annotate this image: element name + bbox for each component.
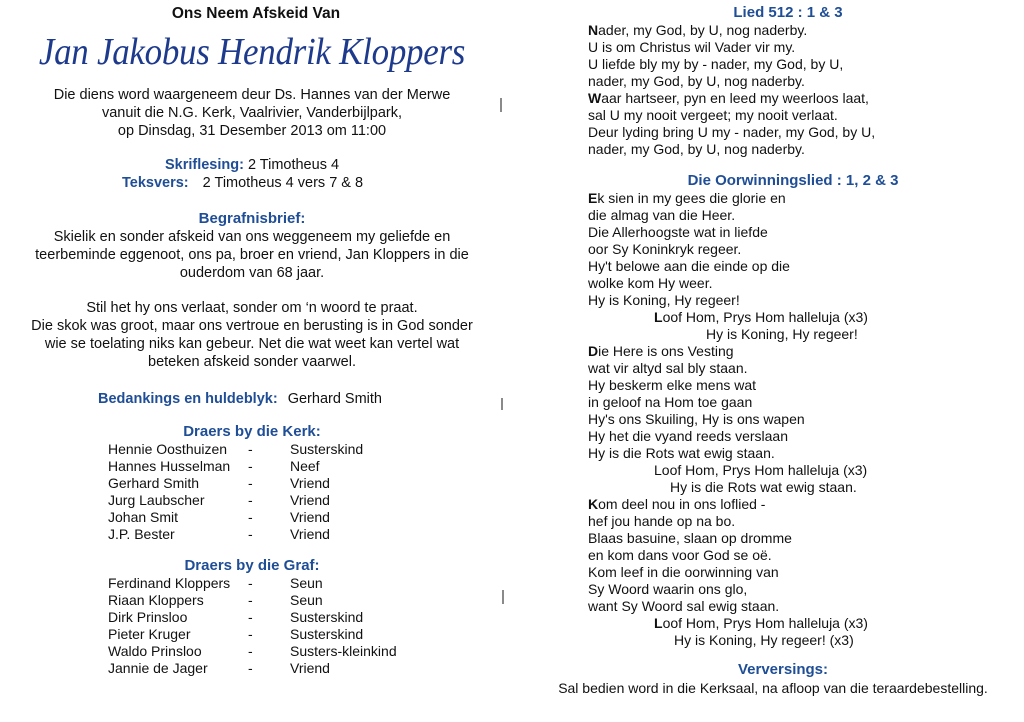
lyric-line [588,445,1018,462]
lyric-text: Kom leef in die oorwinning van [588,564,779,580]
lyric-text: Hy is die Rots wat ewig staan. [588,445,775,461]
bearer-dash: - [248,609,253,625]
bearer-row [108,626,397,643]
bearer-row [108,475,363,492]
bedankings-value: Gerhard Smith [287,391,382,407]
lyric-line [588,241,1018,258]
bearer-dash: - [248,475,253,491]
bearer-relation: Susterskind [290,626,364,642]
teksvers-value: 2 Timotheus 4 vers 7 & 8 [202,175,364,191]
oorwinning-title: Die Oorwinningslied : 1, 2 & 3 [687,172,899,189]
lyric-line [588,360,1018,377]
bearer-relation: Vriend [290,526,330,542]
bearer-name: Jurg Laubscher [108,492,205,508]
lyric-text: Loof Hom, Prys Hom halleluja (x3) [654,462,868,478]
lyric-line [588,275,1018,292]
bearer-row [108,575,397,592]
bearer-row [108,643,397,660]
intro-line: vanuit die N.G. Kerk, Vaalrivier, Vanderbijlpark, [101,105,403,121]
lyric-initial: W [588,90,602,106]
lyric-text: Blaas basuine, slaan op dromme [588,530,792,546]
lyric-line [588,462,1018,479]
bearer-name: Johan Smit [108,509,179,525]
lyric-line [588,90,1018,107]
lyric-text: Hy is Koning, Hy regeer! (x3) [674,632,854,648]
teksvers-row [14,174,490,192]
lyric-initial: L [654,615,663,631]
lyric-text: nader, my God, by U, nog naderby. [588,141,805,157]
begrafnisbrief-paragraph-1 [14,228,490,282]
bearer-row [108,526,363,543]
bearer-dash: - [248,626,253,642]
bearer-name: Jannie de Jager [108,660,208,676]
lyric-line [588,428,1018,445]
bearer-relation: Seun [290,592,323,608]
bearer-name: Gerhard Smith [108,475,200,491]
lyric-text: want Sy Woord sal ewig staan. [588,598,780,614]
lyric-line [588,343,1018,360]
paragraph-line: Skielik en sonder afskeid van ons weggeneem my geliefde en [53,229,451,245]
lyric-text: Hy't belowe aan die einde op die [588,258,790,274]
lyric-line [588,22,1018,39]
paragraph-line: beteken afskeid sonder vaarwel. [148,354,356,370]
bearer-dash: - [248,592,253,608]
begrafnisbrief-title: Begrafnisbrief: [198,210,306,227]
lyric-line [588,632,1018,649]
lyric-text: sal U my nooit vergeet; my nooit verlaat. [588,107,838,123]
bearer-dash: - [248,441,253,457]
fold-mark [501,398,503,410]
skriflesing-row [14,156,490,174]
bearer-dash: - [248,492,253,508]
skriflesing-value: 2 Timotheus 4 [247,157,340,173]
begrafnisbrief-paragraph-2 [14,299,490,371]
bearer-row [108,509,363,526]
lyric-line [588,479,1018,496]
bearer-row [108,609,397,626]
lyric-line [588,224,1018,241]
intro-line: op Dinsdag, 31 Desember 2013 om 11:00 [117,123,387,139]
lyric-initial: K [588,496,599,512]
bearer-relation: Seun [290,575,323,591]
paragraph-line: Die skok was groot, maar ons vertroue en berusting is in God sonder [31,318,473,334]
lyric-line [588,258,1018,275]
bedankings-label: Bedankings en huldeblyk: [98,391,278,407]
lyric-text: oof Hom, Prys Hom halleluja (x3) [662,615,868,631]
deceased-name: Jan Jakobus Hendrik Kloppers [38,31,466,73]
bearer-name: Dirk Prinsloo [108,609,188,625]
lyric-text: ie Here is ons Vesting [598,343,734,359]
bearer-row [108,441,363,458]
lyric-text: Hy is die Rots wat ewig staan. [670,479,857,495]
bearer-relation: Susterskind [290,609,364,625]
lied-title: Lied 512 : 1 & 3 [733,4,843,21]
fold-mark [502,590,504,604]
lyric-text: Hy is Koning, Hy regeer! [588,292,740,308]
bearer-relation: Susters-kleinkind [290,643,397,659]
bearer-name: Riaan Kloppers [108,592,204,608]
lyric-line [588,513,1018,530]
lyric-line [588,496,1018,513]
lyric-line [588,411,1018,428]
lyric-line [588,615,1018,632]
lyric-text: Hy beskerm elke mens wat [588,377,757,393]
lyric-text: k sien in my gees die glorie en [597,190,786,206]
graf-bearers-title: Draers by die Graf: [184,557,320,574]
verversings-title: Verversings: [737,661,829,678]
left-column [14,4,490,677]
bearer-relation: Vriend [290,660,330,676]
lyric-text: wolke kom Hy weer. [588,275,713,291]
bearer-dash: - [248,458,253,474]
lyric-line [588,39,1018,56]
lied-lyrics [588,22,1018,158]
lyric-line [588,107,1018,124]
lyric-initial: D [588,343,599,359]
lyric-text: Hy het die vyand reeds verslaan [588,428,788,444]
lyric-line [588,394,1018,411]
lyric-line [588,564,1018,581]
lyric-text: en kom dans voor God se oë. [588,547,772,563]
lyric-text: Hy's ons Skuiling, Hy is ons wapen [588,411,805,427]
lyric-text: Sy Woord waarin ons glo, [588,581,748,597]
lyric-line [588,73,1018,90]
bearer-relation: Vriend [290,492,330,508]
paragraph-line: wie se toelating niks kan gebeur. Net die wat weet kan vertel wat [44,336,460,352]
lyric-text: nader, my God, by U, nog naderby. [588,73,805,89]
lyric-line [588,598,1018,615]
bearer-row [108,492,363,509]
lyric-text: U is om Christus wil Vader vir my. [588,39,796,55]
program-header: Ons Neem Afskeid Van [171,5,341,22]
lyric-line [588,124,1018,141]
lyric-text: oor Sy Koninkryk regeer. [588,241,742,257]
lyric-line [588,309,1018,326]
lyric-text: ader, my God, by U, nog naderby. [598,22,808,38]
bearer-name: Ferdinand Kloppers [108,575,231,591]
lyric-text: hef jou hande op na bo. [588,513,736,529]
lyric-line [588,326,1018,343]
bearer-name: Hennie Oosthuizen [108,441,228,457]
fold-mark [500,98,502,112]
verse-2 [588,343,1018,496]
lyric-line [588,377,1018,394]
lyric-text: aar hartseer, pyn en leed my weerloos laat, [601,90,869,106]
lyric-text: U liefde bly my by - nader, my God, by U, [588,56,844,72]
bearer-relation: Neef [290,458,320,474]
paragraph-line: teerbeminde eggenoot, ons pa, broer en vriend, Jan Kloppers in die [35,247,469,263]
lyric-text: om deel nou in ons loflied - [598,496,766,512]
lyric-line [588,547,1018,564]
lyric-line [588,141,1018,158]
verse-1 [588,190,1018,343]
bearer-relation: Susterskind [290,441,364,457]
bearer-dash: - [248,575,253,591]
lyric-line [588,190,1018,207]
kerk-bearers-table [108,441,363,543]
intro-line: Die diens word waargeneem deur Ds. Hannes van der Merwe [53,87,451,103]
lyric-text: oof Hom, Prys Hom halleluja (x3) [662,309,868,325]
lyric-line [588,207,1018,224]
paragraph-line: ouderdom van 68 jaar. [179,265,325,281]
lyric-line [588,530,1018,547]
bearer-dash: - [248,660,253,676]
bearer-row [108,458,363,475]
lyric-initial: L [654,309,663,325]
lyric-text: Hy is Koning, Hy regeer! [706,326,858,342]
bearer-row [108,660,397,677]
bearer-dash: - [248,509,253,525]
bearer-row [108,592,397,609]
lyric-text: Die Allerhoogste wat in liefde [588,224,768,240]
right-column [528,4,1018,697]
service-intro [14,86,490,140]
lyric-text: in geloof na Hom toe gaan [588,394,753,410]
verse-3 [588,496,1018,649]
bearer-name: J.P. Bester [108,526,175,542]
skriflesing-label: Skriflesing: [164,157,244,173]
lyric-line [588,581,1018,598]
bearer-relation: Vriend [290,509,330,525]
lyric-line [588,292,1018,309]
bearer-dash: - [248,643,253,659]
lyric-initial: N [588,22,599,38]
lyric-text: die almag van die Heer. [588,207,736,223]
bearer-relation: Vriend [290,475,330,491]
bearer-dash: - [248,526,253,542]
lyric-text: wat vir altyd sal bly staan. [588,360,748,376]
lyric-text: Deur lyding bring U my - nader, my God, by U, [588,124,876,140]
lyric-initial: E [588,190,598,206]
teksvers-label: Teksvers: [122,175,189,191]
kerk-bearers-title: Draers by die Kerk: [183,423,321,440]
paragraph-line: Stil het hy ons verlaat, sonder om ‘n woord te praat. [86,300,418,316]
bearer-name: Pieter Kruger [108,626,191,642]
graf-bearers-table [108,575,397,677]
lyric-line [588,56,1018,73]
bearer-name: Waldo Prinsloo [108,643,202,659]
verversings-text: Sal bedien word in die Kerksaal, na afloop van die teraardebestelling. [558,680,988,696]
bedankings-row [14,390,490,408]
bearer-name: Hannes Husselman [108,458,231,474]
